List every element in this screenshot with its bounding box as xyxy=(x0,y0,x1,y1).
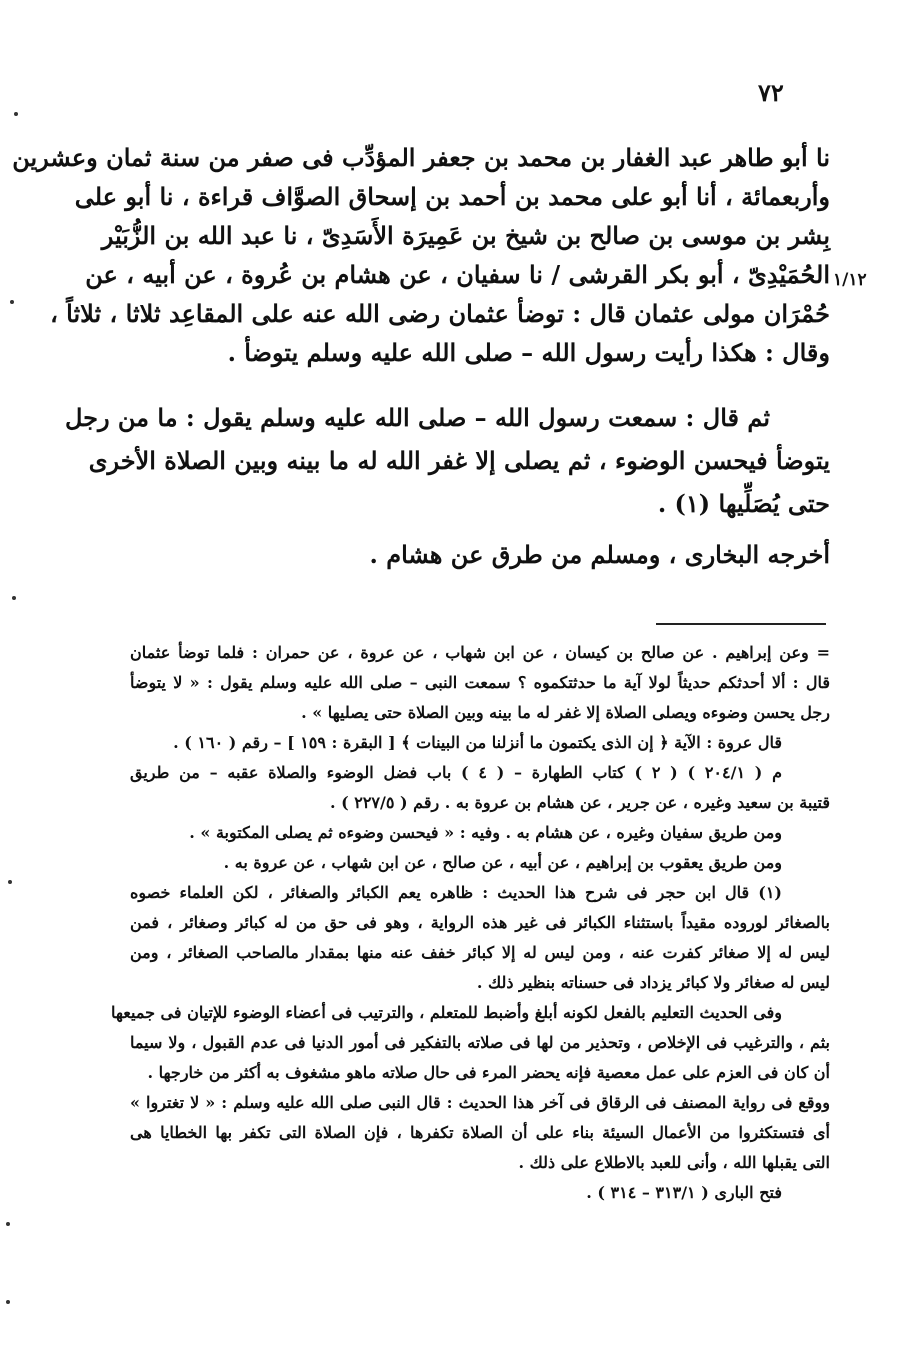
main-line: بِشر بن موسى بن صالح بن شيخ بن عَمِيرَة الأَسَدِىّ ، نا عبد الله بن الزُّبَيْر xyxy=(101,221,830,250)
scan-speck xyxy=(8,880,12,884)
scan-speck xyxy=(6,1222,10,1226)
hadith-line: حتى يُصَلِّيها (١) . xyxy=(657,489,830,518)
footnote-line: بالصغائر لوروده مقيداً باستثناء الكبائر فى غير هذه الرواية ، وهو فى حق من له كبائر وصغائر ، فمن xyxy=(130,913,830,932)
footnote-line: م ( ٢٠٤/١ ) ( ٢ ) كتاب الطهارة – ( ٤ ) باب فضل الوضوء والصلاة عقبه – من طريق xyxy=(130,763,783,782)
main-line: وأربعمائة ، أنا أبو على محمد بن أحمد بن إسحاق الصوَّاف قراءة ، نا أبو على xyxy=(74,182,830,211)
footnote-line: قال عروة : الآية ﴿ إن الذى يكتمون ما أنزلنا من البينات ﴾ [ البقرة : ١٥٩ ] – رقم ( ١٦٠ ) . xyxy=(173,733,782,752)
footnote-line: فتح البارى ( ٣١٣/١ – ٣١٤ ) . xyxy=(586,1183,782,1202)
main-line: الحُمَيْدِىّ ، أبو بكر القرشى / نا سفيان ، عن هشام بن عُروة ، عن أبيه ، عن xyxy=(85,260,830,289)
footnote-line: ووقع فى رواية المصنف فى الرقاق فى آخر هذا الحديث : قال النبى صلى الله عليه وسلم : « لا تغتروا » xyxy=(130,1093,830,1112)
main-line: نا أبو طاهر عبد الغفار بن محمد بن جعفر المؤدِّب فى صفر من سنة ثمان وعشرين xyxy=(12,143,830,172)
footnote-line: رجل يحسن وضوءه ويصلى الصلاة إلا غفر له ما بينه وبين الصلاة حتى يصليها » . xyxy=(301,703,830,722)
footnote-line: ليس له صغائر ولا كبائر يزداد فى حسناته بنظير ذلك . xyxy=(476,973,830,992)
footnote-line: (١) قال ابن حجر فى شرح هذا الحديث : ظاهره يعم الكبائر والصغائر ، لكن العلماء خصوه xyxy=(130,883,782,902)
footnote-line: ومن طريق سفيان وغيره ، عن هشام به . وفيه : « فيحسن وضوءه ثم يصلى المكتوبة » . xyxy=(189,823,782,842)
margin-reference: ١/١٢ xyxy=(833,270,867,290)
hadith-paragraph xyxy=(64,396,830,525)
hadith-line: ثم قال : سمعت رسول الله – صلى الله عليه وسلم يقول : ما من رجل xyxy=(64,403,770,432)
scan-speck xyxy=(6,1300,10,1304)
footnote-line: قال : ألا أحدثكم حديثاً لولا آية ما حدثتكموه ؟ سمعت النبى – صلى الله عليه وسلم يقول : « لا يتوضأ xyxy=(130,673,830,692)
main-text xyxy=(12,138,830,372)
takhrij-paragraph: أخرجه البخارى ، ومسلم من طرق عن هشام . xyxy=(369,540,830,569)
footnote-line: ومن طريق يعقوب بن إبراهيم ، عن أبيه ، عن صالح ، عن ابن شهاب ، عن عروة به . xyxy=(223,853,782,872)
footnote-line: ليس له إلا صغائر كفرت عنه ، ومن ليس له إلا كبائر خفف عنه منها بمقدار مالصاحب الصغائر ، ومن xyxy=(130,943,830,962)
footnotes xyxy=(111,638,830,1208)
scan-speck xyxy=(10,300,14,304)
footnote-line: قتيبة بن سعيد وغيره ، عن جرير ، عن هشام بن عروة به . رقم ( ٢٢٧/٥ ) . xyxy=(329,793,830,812)
footnote-line: التى يقبلها الله ، وأنى للعبد بالاطلاع على ذلك . xyxy=(518,1153,830,1172)
footnote-line: = وعن إبراهيم . عن صالح بن كيسان ، عن ابن شهاب ، عن عروة ، عن حمران : فلما توضأ عثمان xyxy=(130,643,830,662)
footnote-divider xyxy=(656,623,826,625)
footnote-line: وفى الحديث التعليم بالفعل لكونه أبلغ وأضبط للمتعلم ، والترتيب فى أعضاء الوضوء للإتيان فى جميعها xyxy=(111,1003,782,1022)
main-line: حُمْرَان مولى عثمان قال : توضأ عثمان رضى الله عنه على المقاعِد ثلاثا ، ثلاثاً ، xyxy=(50,299,830,328)
main-line: وقال : هكذا رأيت رسول الله – صلى الله عليه وسلم يتوضأ . xyxy=(227,338,830,367)
page-number: ٧٢ xyxy=(758,78,784,107)
hadith-line: يتوضأ فيحسن الوضوء ، ثم يصلى إلا غفر الله له ما بينه وبين الصلاة الأخرى xyxy=(88,446,830,475)
scan-speck xyxy=(12,596,16,600)
footnote-line: أى فتستكثروا من الأعمال السيئة بناء على أن الصلاة تكفرها ، فإن الصلاة التى تكفر بها الخطايا هى xyxy=(130,1123,830,1142)
footnote-line: أن كان فى العزم على عمل معصية فإنه يحضر المرء فى حال صلاته ماهو مشغوف به أكثر من خارجها . xyxy=(147,1063,830,1082)
footnote-line: بثم ، والترغيب فى الإخلاص ، وتحذير من لها فى صلاته بالتفكير فى أمور الدنيا فى عدم القبول ، ولا سيما xyxy=(130,1033,830,1052)
scan-speck xyxy=(14,112,18,116)
